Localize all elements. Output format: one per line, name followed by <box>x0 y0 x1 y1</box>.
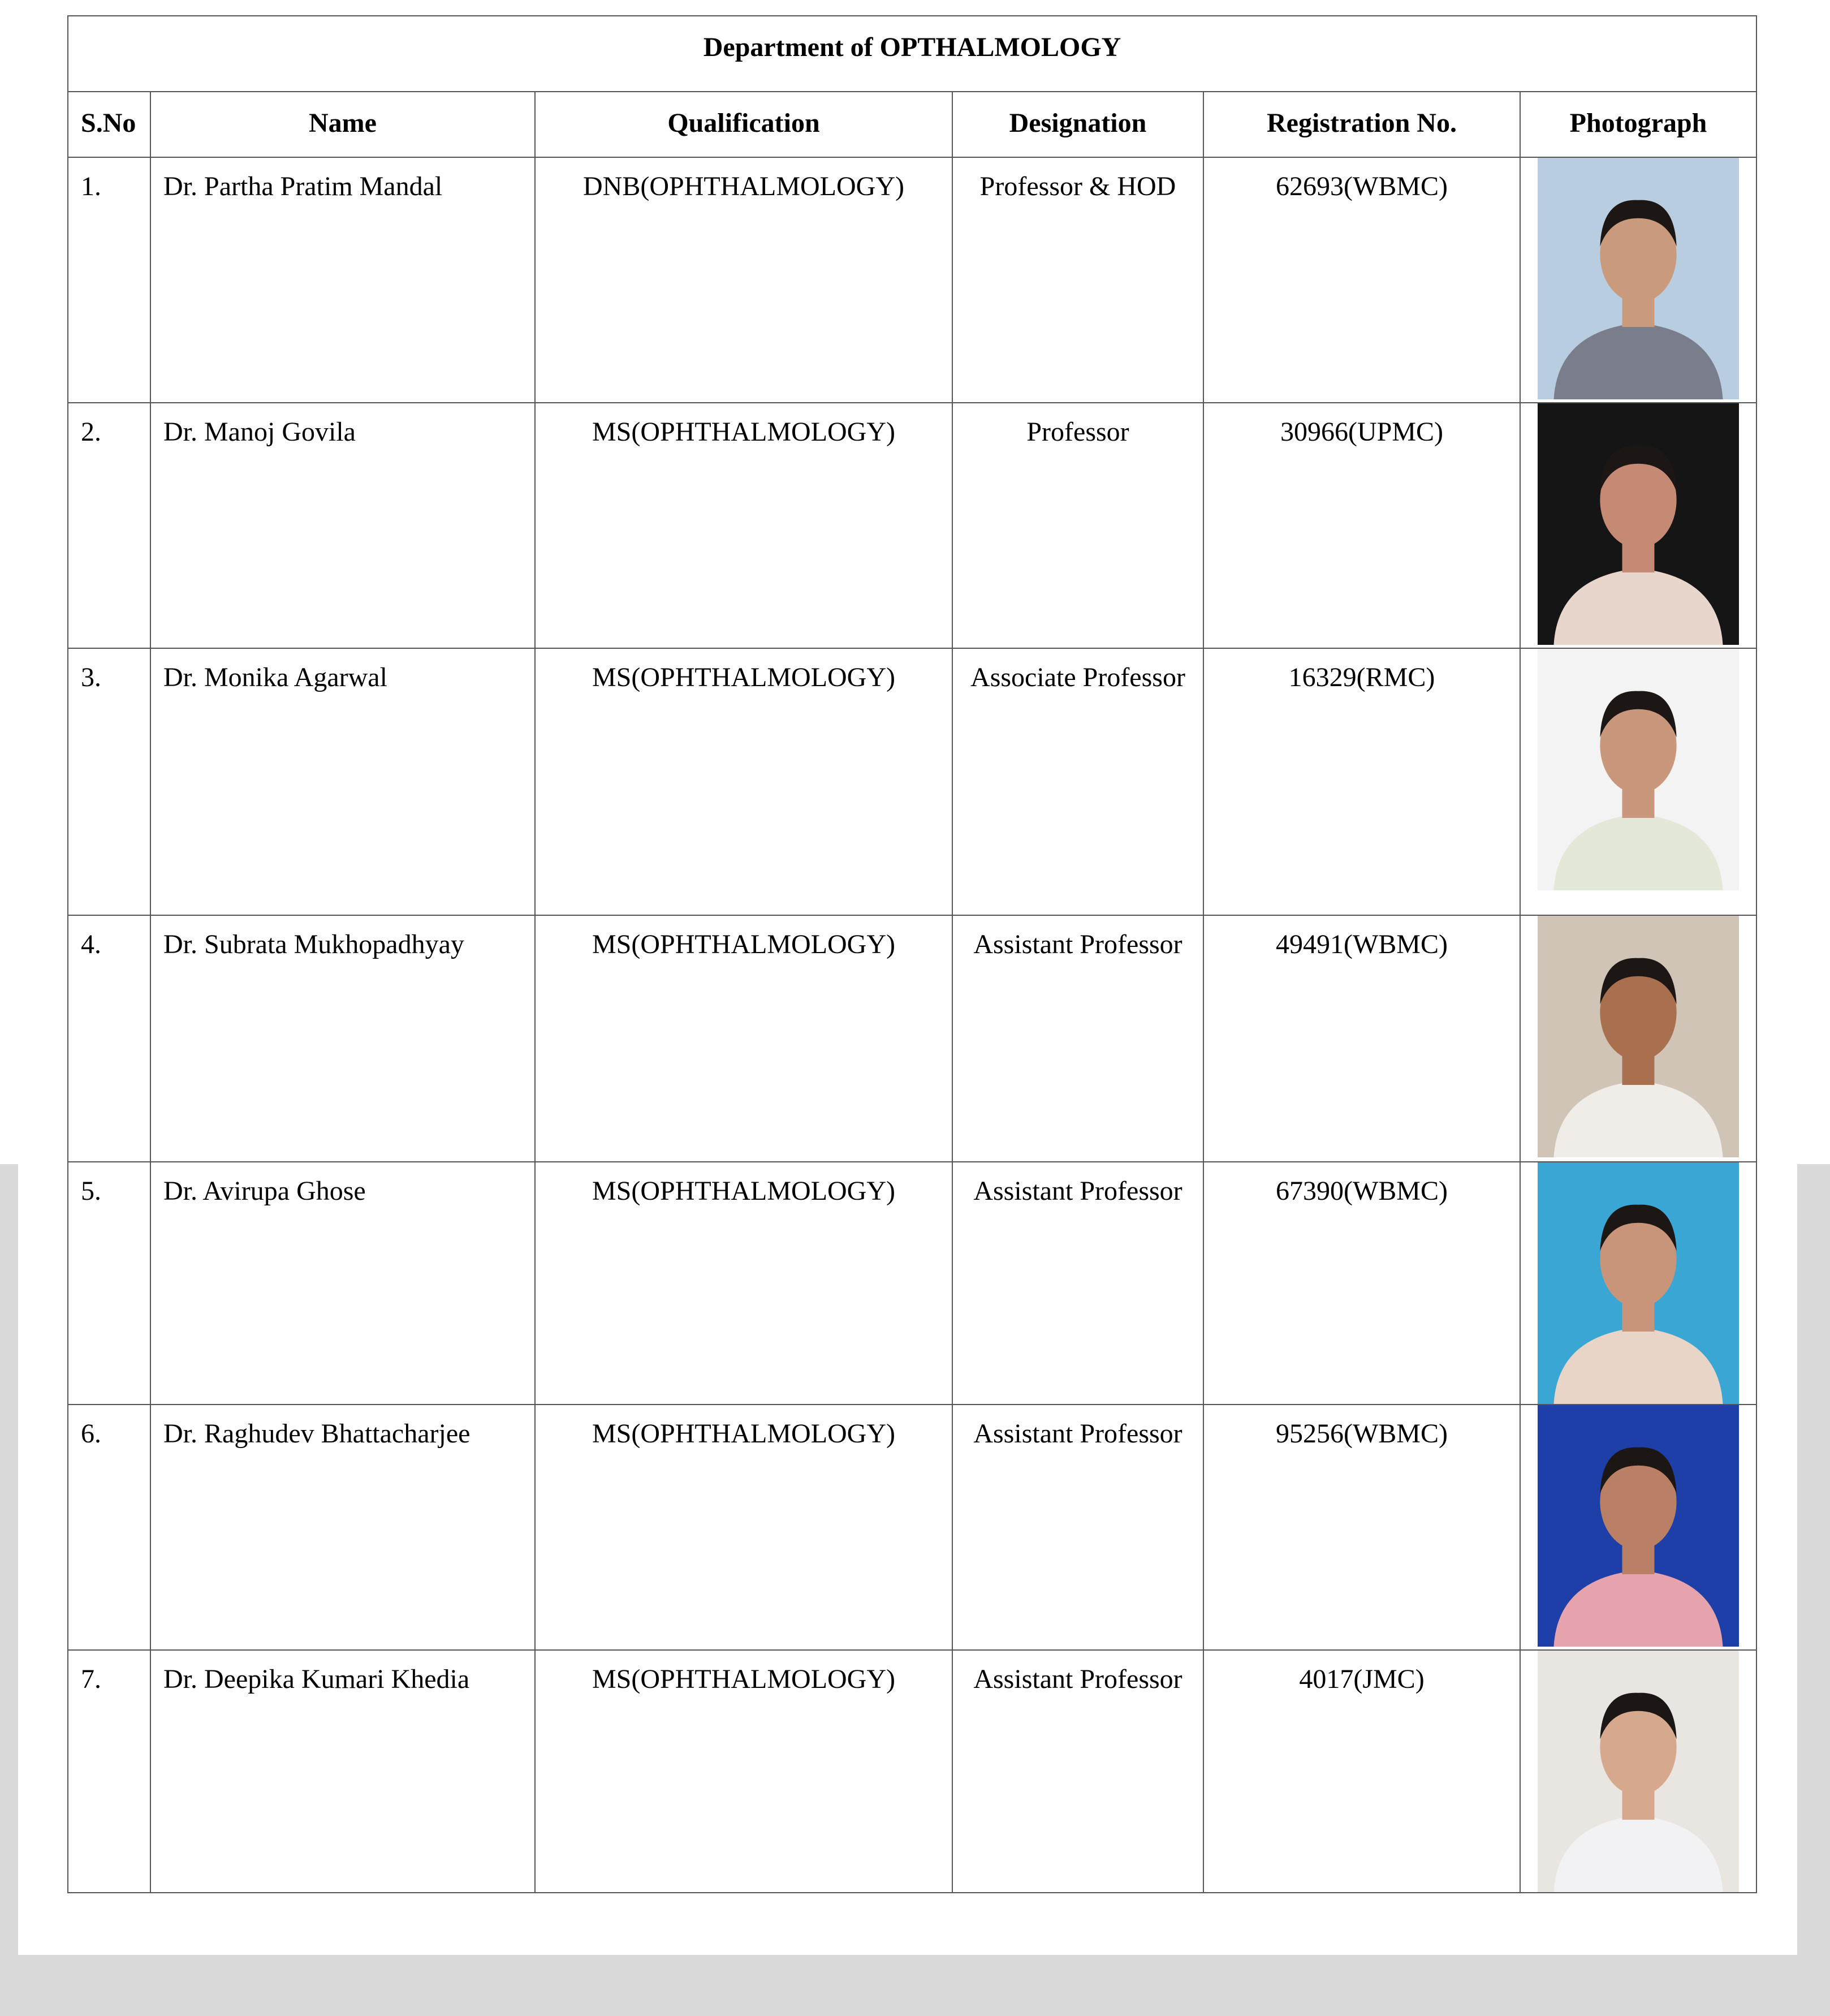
row-sno: 1. <box>68 157 150 403</box>
header-registration: Registration No. <box>1203 92 1520 157</box>
row-sno: 5. <box>68 1162 150 1405</box>
row-designation: Assistant Professor <box>952 1650 1203 1893</box>
portrait-image <box>1538 1405 1739 1647</box>
row-registration: 4017(JMC) <box>1203 1650 1520 1893</box>
portrait-image <box>1538 916 1739 1157</box>
table-row <box>68 1405 1756 1650</box>
header-row <box>68 92 1756 157</box>
header-qualification: Qualification <box>535 92 952 157</box>
row-registration: 16329(RMC) <box>1203 648 1520 915</box>
portrait-image <box>1538 649 1739 890</box>
row-photo-cell <box>1520 915 1756 1162</box>
row-name: Dr. Deepika Kumari Khedia <box>150 1650 535 1893</box>
row-photo-cell <box>1520 1405 1756 1650</box>
row-photo-cell <box>1520 403 1756 648</box>
row-name: Dr. Monika Agarwal <box>150 648 535 915</box>
row-sno: 3. <box>68 648 150 915</box>
profile-photo <box>1538 158 1739 399</box>
profile-photo <box>1538 403 1739 645</box>
row-sno: 7. <box>68 1650 150 1893</box>
portrait-image <box>1538 1651 1739 1892</box>
row-qualification: DNB(OPHTHALMOLOGY) <box>535 157 952 403</box>
header-designation: Designation <box>952 92 1203 157</box>
profile-photo <box>1538 1405 1739 1647</box>
table-row <box>68 1650 1756 1893</box>
profile-photo <box>1538 1162 1739 1404</box>
row-designation: Professor & HOD <box>952 157 1203 403</box>
row-photo-cell <box>1520 648 1756 915</box>
row-designation: Professor <box>952 403 1203 648</box>
row-photo-cell <box>1520 1650 1756 1893</box>
row-designation: Assistant Professor <box>952 915 1203 1162</box>
header-name: Name <box>150 92 535 157</box>
row-designation: Associate Professor <box>952 648 1203 915</box>
row-registration: 49491(WBMC) <box>1203 915 1520 1162</box>
row-qualification: MS(OPHTHALMOLOGY) <box>535 915 952 1162</box>
row-registration: 62693(WBMC) <box>1203 157 1520 403</box>
table-row <box>68 1162 1756 1405</box>
row-name: Dr. Manoj Govila <box>150 403 535 648</box>
profile-photo <box>1538 649 1739 890</box>
row-name: Dr. Raghudev Bhattacharjee <box>150 1405 535 1650</box>
portrait-image <box>1538 403 1739 645</box>
row-designation: Assistant Professor <box>952 1162 1203 1405</box>
row-qualification: MS(OPHTHALMOLOGY) <box>535 648 952 915</box>
header-sno: S.No <box>68 92 150 157</box>
row-registration: 30966(UPMC) <box>1203 403 1520 648</box>
table-row <box>68 403 1756 648</box>
table-row <box>68 157 1756 403</box>
row-designation: Assistant Professor <box>952 1405 1203 1650</box>
department-title: Department of OPTHALMOLOGY <box>68 16 1756 92</box>
table-row <box>68 915 1756 1162</box>
row-qualification: MS(OPHTHALMOLOGY) <box>535 1162 952 1405</box>
row-registration: 67390(WBMC) <box>1203 1162 1520 1405</box>
row-qualification: MS(OPHTHALMOLOGY) <box>535 1405 952 1650</box>
profile-photo <box>1538 916 1739 1157</box>
faculty-table <box>67 15 1757 1893</box>
portrait-image <box>1538 158 1739 399</box>
row-sno: 2. <box>68 403 150 648</box>
row-name: Dr. Subrata Mukhopadhyay <box>150 915 535 1162</box>
row-name: Dr. Avirupa Ghose <box>150 1162 535 1405</box>
row-registration: 95256(WBMC) <box>1203 1405 1520 1650</box>
row-sno: 4. <box>68 915 150 1162</box>
row-photo-cell <box>1520 1162 1756 1405</box>
row-sno: 6. <box>68 1405 150 1650</box>
row-photo-cell <box>1520 157 1756 403</box>
row-name: Dr. Partha Pratim Mandal <box>150 157 535 403</box>
header-photograph: Photograph <box>1520 92 1756 157</box>
profile-photo <box>1538 1651 1739 1892</box>
title-row <box>68 16 1756 92</box>
table-row <box>68 648 1756 915</box>
row-qualification: MS(OPHTHALMOLOGY) <box>535 1650 952 1893</box>
row-qualification: MS(OPHTHALMOLOGY) <box>535 403 952 648</box>
portrait-image <box>1538 1162 1739 1404</box>
